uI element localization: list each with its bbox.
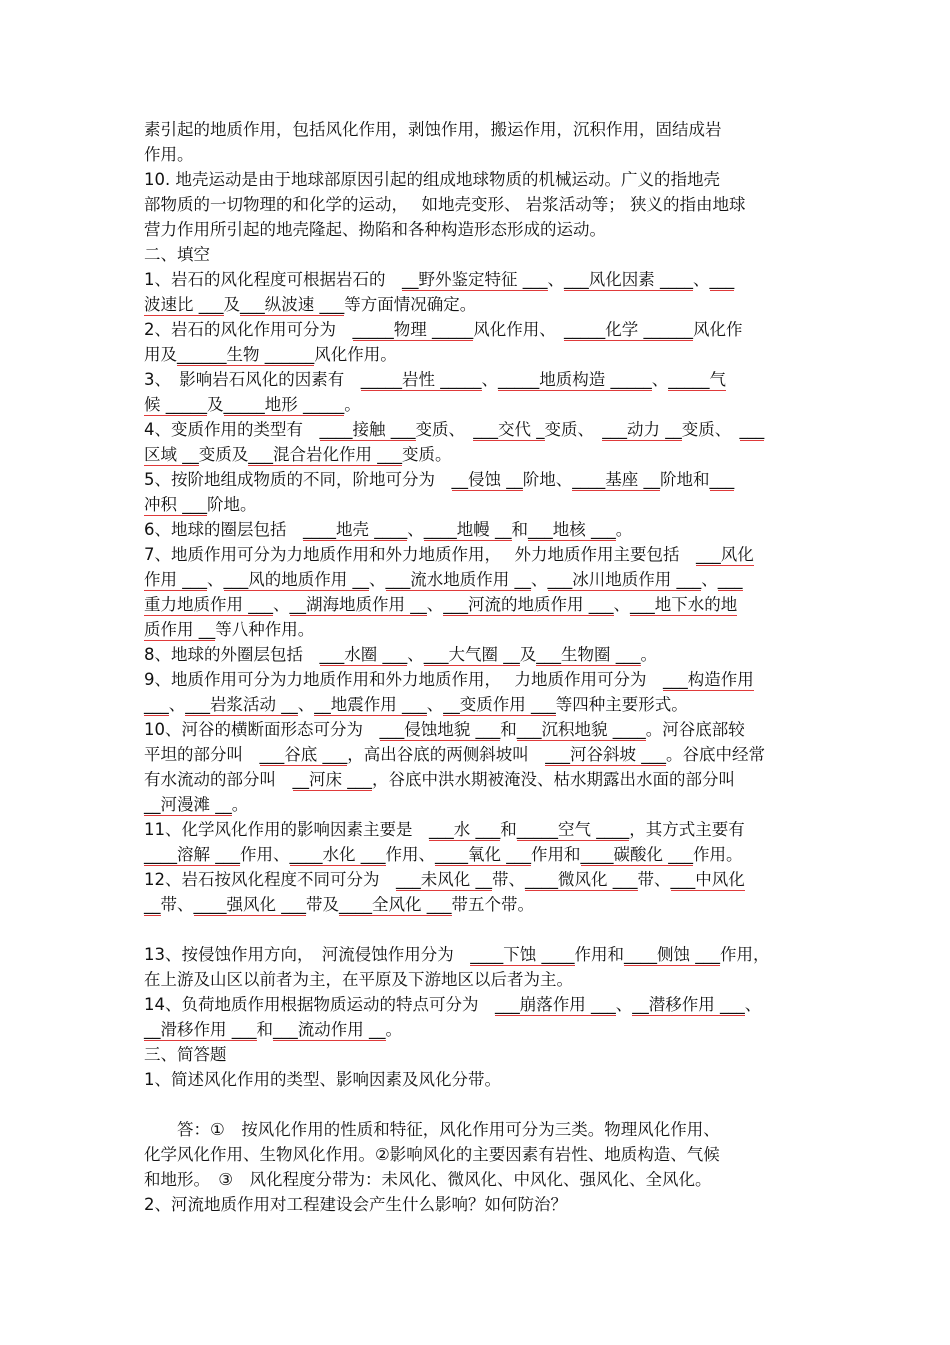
answer-blank: ___ (709, 470, 735, 489)
text-segment: 、 (168, 695, 186, 714)
text-line (144, 442, 814, 467)
text-segment: 带及 (306, 895, 339, 914)
answer-blank: ___风化因素 ____ (564, 270, 693, 289)
text-line (144, 242, 814, 267)
text-segment: 、 (651, 370, 669, 389)
answer-blank: ___岩浆活动 __ (185, 695, 298, 714)
text-line (144, 542, 814, 567)
text-segment: 10. 地壳运动是由于地球部原因引起的组成地球物质的机械运动。广义的指地壳 (144, 170, 720, 189)
text-segment: 用及 (144, 345, 177, 364)
text-line (144, 792, 814, 817)
text-line (144, 1017, 814, 1042)
text-segment: 、 (426, 695, 444, 714)
text-line (144, 467, 814, 492)
answer-blank: ____全风化 ___ (339, 895, 452, 914)
answer-blank: ___ (717, 570, 743, 589)
text-segment: 作用和 (531, 845, 581, 864)
document-page (144, 117, 814, 1217)
answer-blank: ____下蚀 ____ (470, 945, 575, 964)
text-segment: 、 (613, 595, 630, 614)
answer-blank: ___河流的地质作用 ___ (443, 595, 614, 614)
answer-blank: ___流动作用 __ (273, 1020, 386, 1039)
text-line (144, 517, 814, 542)
answer-blank: __潜移作用 ___ (632, 995, 745, 1014)
text-line (144, 617, 814, 642)
text-segment: 、 (273, 595, 290, 614)
blank-line (144, 1092, 814, 1117)
answer-blank: ___地下水的地 (630, 595, 738, 614)
answer-blank: 波速比 ___ (144, 295, 224, 314)
text-segment: 带、 (637, 870, 671, 889)
answer-blank: ___中风化 (670, 870, 745, 889)
text-segment: 2、岩石的风化作用可分为 (144, 320, 353, 339)
text-line (144, 742, 814, 767)
text-line (144, 292, 814, 317)
answer-blank: _____物理 _____ (352, 320, 474, 339)
answer-blank: ___未风化 __ (396, 870, 492, 889)
text-segment: 。河谷底部较 (645, 720, 745, 739)
answer-blank: 作用 ___ (144, 570, 207, 589)
answer-blank: 重力地质作用 ___ (144, 595, 273, 614)
text-line (144, 317, 814, 342)
answer-blank: 候 _____ (144, 395, 207, 414)
blank-line (144, 917, 814, 942)
text-segment: 10、河谷的横断面形态可分为 (144, 720, 380, 739)
text-segment: 12、岩石按风化程度不同可分为 (144, 870, 396, 889)
text-segment: 2、河流地质作用对工程建设会产生什么影响？如何防治？ (144, 1195, 567, 1214)
answer-blank: _____化学 ______ (564, 320, 693, 339)
text-segment: 二、填空 (144, 245, 210, 264)
answer-blank: ___冰川地质作用 ___ (547, 570, 702, 589)
text-segment: 作用、 (385, 845, 435, 864)
text-segment: 、 (407, 520, 424, 539)
text-segment: 带、 (160, 895, 194, 914)
text-line (144, 1142, 814, 1167)
text-segment: 作用， (720, 945, 770, 964)
text-segment: 、 (207, 570, 224, 589)
text-line (144, 217, 814, 242)
text-segment: 、 (369, 570, 386, 589)
text-segment: 及 (223, 295, 240, 314)
text-segment: 。 (385, 1020, 402, 1039)
answer-blank: ___ (739, 420, 765, 439)
text-line (144, 392, 814, 417)
answer-blank: _____气 (668, 370, 726, 389)
answer-blank: ___水圈 ___ (319, 645, 408, 664)
text-line (144, 817, 814, 842)
text-segment: 及 (207, 395, 224, 414)
text-line (144, 592, 814, 617)
text-line (144, 642, 814, 667)
answer-blank: __变质作用 ___ (443, 695, 556, 714)
answer-blank: __ (144, 895, 161, 914)
text-segment: 1、岩石的风化程度可根据岩石的 (144, 270, 402, 289)
answer-blank: ___构造作用 (663, 670, 754, 689)
answer-blank: ___崩落作用 ___ (495, 995, 616, 1014)
text-line (144, 717, 814, 742)
text-line (144, 967, 814, 992)
answer-blank: ___大气圈 __ (423, 645, 520, 664)
answer-blank: _____地形 _____ (223, 395, 345, 414)
answer-blank: 冲积 ___ (144, 495, 207, 514)
text-segment: 、 (407, 645, 424, 664)
text-segment: 在上游及山区以前者为主，在平原及下游地区以后者为主。 (144, 970, 573, 989)
text-segment: 6、地球的圈层包括 (144, 520, 303, 539)
answer-blank: ___ (709, 270, 735, 289)
text-segment: 、 (615, 995, 633, 1014)
text-segment: 阶地和 (660, 470, 710, 489)
answer-blank: ____基座 __ (572, 470, 660, 489)
text-segment: 8、地球的外圈层包括 (144, 645, 320, 664)
text-segment: 带、 (492, 870, 525, 889)
text-line (144, 342, 814, 367)
text-segment: 作用和 (574, 945, 624, 964)
text-line (144, 942, 814, 967)
text-segment: 作用。 (144, 145, 194, 164)
text-line (144, 492, 814, 517)
text-line (144, 892, 814, 917)
text-segment: 及 (519, 645, 537, 664)
text-segment: 变质。 (402, 445, 452, 464)
text-line (144, 1067, 814, 1092)
text-segment: 9、地质作用可分为力地质作用和外力地质作用， 力地质作用可分为 (144, 670, 663, 689)
text-line (144, 1167, 814, 1192)
text-line (144, 692, 814, 717)
text-segment: 、 (693, 270, 710, 289)
text-segment: 。 (640, 645, 657, 664)
answer-blank: ___动力 __ (602, 420, 682, 439)
text-line (144, 567, 814, 592)
answer-blank: ___风化 (696, 545, 754, 564)
text-line (144, 142, 814, 167)
text-segment: 作用、 (240, 845, 290, 864)
text-segment: 等四种主要形式。 (555, 695, 688, 714)
text-line (144, 667, 814, 692)
text-segment: ，其方式主要有 (629, 820, 745, 839)
text-segment: 14、负荷地质作用根据物质运动的特点可分为 (144, 995, 495, 1014)
answer-blank: ____微风化 ___ (525, 870, 638, 889)
text-segment: 带五个带。 (451, 895, 534, 914)
text-segment: 三、简答题 (144, 1045, 227, 1064)
answer-blank: 质作用 __ (144, 620, 216, 639)
answer-blank: ___地核 ___ (528, 520, 616, 539)
text-segment: 、 (531, 570, 548, 589)
text-segment: 营力作用所引起的地壳隆起、拗陷和各种构造形态形成的运动。 (144, 220, 606, 239)
text-line (144, 117, 814, 142)
answer-blank: ___ (144, 695, 169, 714)
answer-blank: ___流水地质作用 __ (385, 570, 531, 589)
answer-blank: ___侵蚀地貌 ___ (379, 720, 501, 739)
answer-blank: ____侧蚀 ___ (624, 945, 720, 964)
text-line (144, 167, 814, 192)
answer-blank: ___谷底 ___ (259, 745, 348, 764)
text-segment: 和 (500, 720, 517, 739)
answer-blank: ___交代 _ (473, 420, 545, 439)
text-segment: 平坦的部分叫 (144, 745, 260, 764)
answer-blank: ____碳酸化 ___ (580, 845, 693, 864)
answer-blank: ___沉积地貌 ____ (516, 720, 646, 739)
text-segment: 化学风化作用、生物风化作用。②影响风化的主要因素有岩性、地质构造、气候 (144, 1145, 720, 1164)
answer-blank: __河床 ___ (292, 770, 372, 789)
text-segment: 。 (615, 520, 633, 539)
answer-blank: ___河谷斜坡 ___ (545, 745, 666, 764)
text-segment: 、 (701, 570, 718, 589)
text-segment: ，高出谷底的两侧斜坡叫 (347, 745, 546, 764)
text-line (144, 767, 814, 792)
text-line (144, 1192, 814, 1217)
text-segment: ，谷底中洪水期被淹没、枯水期露出水面的部分叫 (372, 770, 735, 789)
text-line (144, 992, 814, 1017)
answer-blank: ____地壳 ____ (303, 520, 408, 539)
text-segment: 和 (500, 820, 517, 839)
text-segment: 11、化学风化作用的影响因素主要是 (144, 820, 429, 839)
text-line (144, 1042, 814, 1067)
answer-blank: _____地质构造 _____ (498, 370, 652, 389)
text-segment: 。 (231, 795, 249, 814)
answer-blank: __野外鉴定特征 ___ (402, 270, 548, 289)
text-line (144, 1117, 814, 1142)
answer-blank: ____氧化 ___ (435, 845, 531, 864)
answer-blank: ___生物圈 ___ (536, 645, 641, 664)
text-line (144, 192, 814, 217)
text-segment: 部物质的一切物理的和化学的运动， 如地壳变形、 岩浆活动等； 狭义的指由地球 (144, 195, 746, 214)
answer-blank: __侵蚀 __ (451, 470, 523, 489)
answer-blank: __滑移作用 ___ (144, 1020, 257, 1039)
text-segment: 、 (481, 370, 498, 389)
text-line (144, 417, 814, 442)
answer-blank: ____地幔 __ (423, 520, 512, 539)
text-segment: 5、按阶地组成物质的不同，阶地可分为 (144, 470, 452, 489)
answer-blank: ___水 ___ (429, 820, 501, 839)
answer-blank: ____强风化 ___ (193, 895, 306, 914)
answer-blank: ______生物 ______ (177, 345, 315, 364)
text-segment: 有水流动的部分叫 (144, 770, 293, 789)
text-segment: 。谷底中经常 (666, 745, 765, 764)
text-line (144, 867, 814, 892)
text-segment: 素引起的地质作用，包括风化作用，剥蚀作用，搬运作用，沉积作用，固结成岩 (144, 120, 722, 139)
answer-blank: 区域 __ (144, 445, 199, 464)
text-segment: 风化作用。 (314, 345, 397, 364)
text-segment: 4、变质作用的类型有 (144, 420, 320, 439)
text-line (144, 267, 814, 292)
text-line (144, 842, 814, 867)
text-segment: 7、地质作用可分为力地质作用和外力地质作用， 外力地质作用主要包括 (144, 545, 696, 564)
answer-blank: __地震作用 ___ (314, 695, 427, 714)
text-segment: 变质、 (681, 420, 740, 439)
text-segment: 和 (511, 520, 528, 539)
answer-blank: _____岩性 _____ (360, 370, 482, 389)
text-segment: 、 (547, 270, 564, 289)
text-segment: 和地形。 ③ 风化程度分带为：未风化、微风化、中风化、强风化、全风化。 (144, 1170, 712, 1189)
text-segment: 阶地。 (207, 495, 257, 514)
answer-blank: ___混合岩化作用 ___ (248, 445, 402, 464)
text-segment: 和 (256, 1020, 273, 1039)
answer-blank: ___风的地质作用 __ (223, 570, 369, 589)
text-segment: 、 (426, 595, 444, 614)
text-segment: 13、按侵蚀作用方向， 河流侵蚀作用分为 (144, 945, 471, 964)
text-segment: 1、简述风化作用的类型、影响因素及风化分带。 (144, 1070, 501, 1089)
text-segment: 3、 影响岩石风化的因素有 (144, 370, 361, 389)
text-segment: 。 (344, 395, 361, 414)
text-segment: 等八种作用。 (215, 620, 315, 639)
text-segment: 变质、 (544, 420, 603, 439)
answer-blank: _____空气 ____ (516, 820, 630, 839)
text-segment: 等方面情况确定。 (344, 295, 477, 314)
text-segment: 阶地、 (522, 470, 573, 489)
answer-blank: ____水化 ___ (289, 845, 386, 864)
text-segment: 风化作用、 (473, 320, 564, 339)
answer-blank: ___纵波速 ___ (240, 295, 345, 314)
text-segment: 作用。 (693, 845, 743, 864)
text-segment: 、 (297, 695, 315, 714)
answer-blank: __湖海地质作用 __ (289, 595, 427, 614)
text-segment: 变质及 (198, 445, 249, 464)
answer-blank: ____接触 ___ (319, 420, 416, 439)
answer-blank: __河漫滩 __ (144, 795, 232, 814)
text-segment: 变质、 (415, 420, 474, 439)
text-line (144, 367, 814, 392)
text-segment: 、 (744, 995, 762, 1014)
text-segment: 答：① 按风化作用的性质和特征，风化作用可分为三类。物理风化作用、 (144, 1120, 720, 1139)
answer-blank: ____溶解 ___ (144, 845, 240, 864)
text-segment: 风化作 (693, 320, 743, 339)
